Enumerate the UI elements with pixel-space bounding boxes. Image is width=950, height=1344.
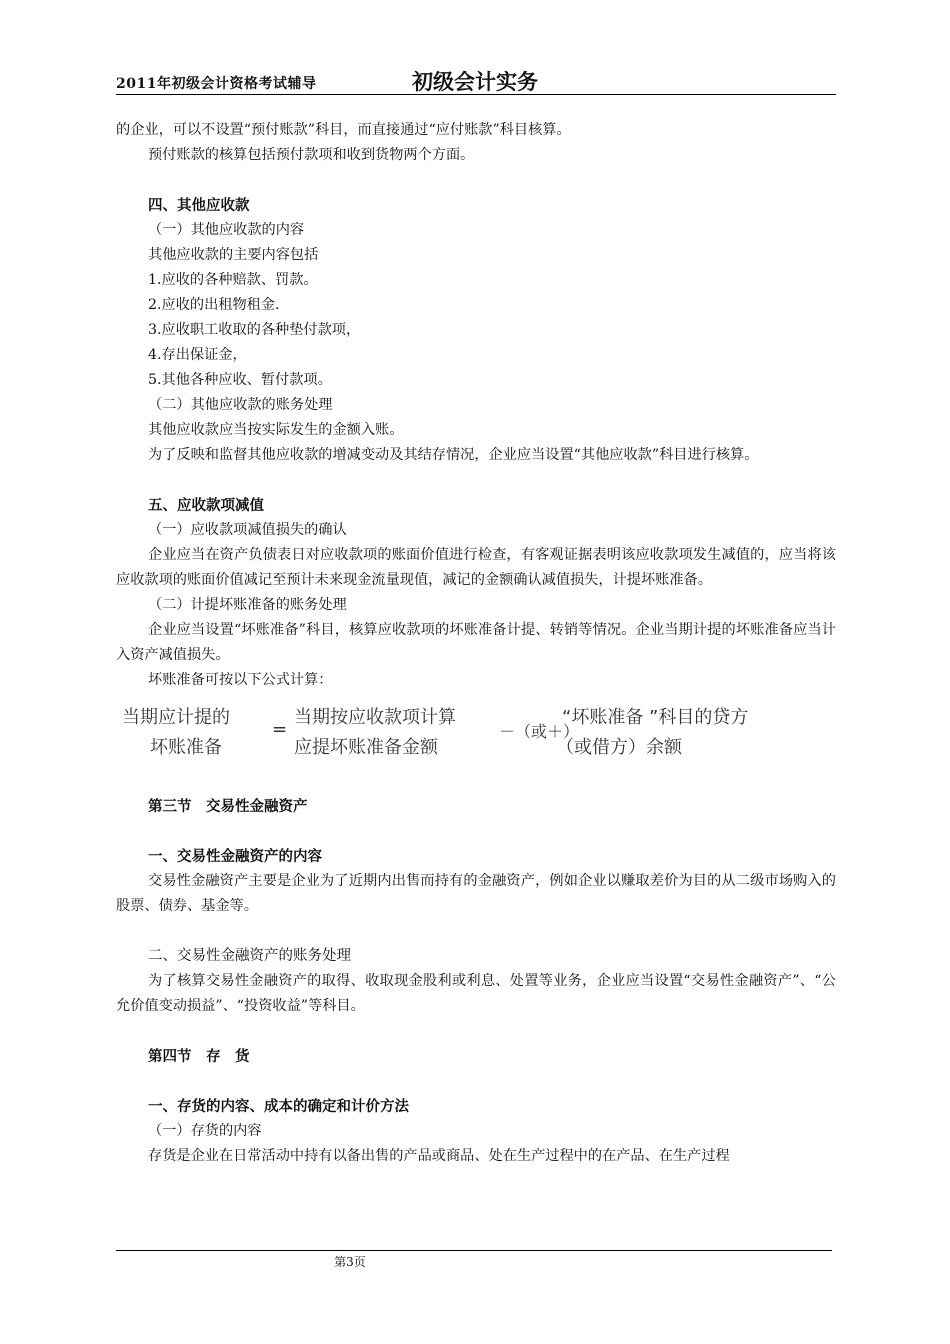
subheading: （一）存货的内容 <box>148 1123 262 1139</box>
page-number: 第3页 <box>334 1255 366 1269</box>
formula-rhs-line2: （或借方）余额 <box>556 737 682 758</box>
page-header <box>116 66 836 95</box>
header-course-title: 2011年初级会计资格考试辅导 <box>116 76 317 92</box>
paragraph: 为了反映和监督其他应收款的增减变动及其结存情况，企业应当设置“其他应收款”科目进行核算。 <box>148 447 759 463</box>
header-subject-title: 初级会计实务 <box>412 69 538 94</box>
section-heading: 五、应收款项减值 <box>148 497 264 514</box>
paragraph: 其他应收款应当按实际发生的金额入账。 <box>148 422 404 438</box>
formula-rhs-line1: “坏账准备 ”科目的贷方 <box>562 707 749 728</box>
subheading: （一）其他应收款的内容 <box>148 222 305 238</box>
bad-debt-formula <box>116 697 836 763</box>
page-content <box>116 118 836 1169</box>
chapter-heading: 第三节 交易性金融资产 <box>148 798 308 815</box>
paragraph: 存货是企业在日常活动中持有以备出售的产品或商品、处在生产过程中的在产品、在生产过程 <box>148 1148 730 1164</box>
section-heading: 一、交易性金融资产的内容 <box>148 848 322 865</box>
formula-middle-line1: 当期按应收款项计算 <box>294 707 456 728</box>
subheading: （二）计提坏账准备的账务处理 <box>148 597 347 613</box>
list-item: 2.应收的出租物租金. <box>148 297 280 313</box>
formula-equals: = <box>272 719 288 740</box>
list-item: 1.应收的各种赔款、罚款。 <box>148 272 318 288</box>
paragraph: 为了核算交易性金融资产的取得、收取现金股利或利息、处置等业务，企业应当设置“交易性金融资产”、“公允价值变动损益”、“投资收益”等科目。 <box>116 973 836 1014</box>
formula-lhs-line1: 当期应计提的 <box>122 707 230 728</box>
paragraph: 其他应收款的主要内容包括 <box>148 247 319 263</box>
formula-middle-line2: 应提坏账准备金额 <box>294 737 438 758</box>
section-heading: 四、其他应收款 <box>148 197 250 214</box>
footer-divider <box>116 1250 832 1251</box>
paragraph: 企业应当设置“坏账准备”科目，核算应收款项的坏账准备计提、转销等情况。企业当期计提的坏账准备应当计入资产减值损失。 <box>116 622 836 663</box>
section-heading: 一、存货的内容、成本的确定和计价方法 <box>148 1098 409 1115</box>
paragraph: 交易性金融资产主要是企业为了近期内出售而持有的金融资产，例如企业以赚取差价为目的从二级市场购入的股票、债券、基金等。 <box>116 873 836 914</box>
formula-operator: －（或＋） <box>499 722 580 741</box>
section-heading: 二、交易性金融资产的账务处理 <box>148 948 351 964</box>
paragraph: 坏账准备可按以下公式计算： <box>148 672 333 688</box>
chapter-heading: 第四节 存 货 <box>148 1048 250 1065</box>
paragraph: 的企业，可以不设置“预付账款”科目，而直接通过“应付账款”科目核算。 <box>116 122 571 138</box>
list-item: 4.存出保证金， <box>148 347 247 363</box>
list-item: 5.其他各种应收、暂付款项。 <box>148 372 332 388</box>
list-item: 3.应收职工收取的各种垫付款项， <box>148 322 361 338</box>
subheading: （一）应收款项减值损失的确认 <box>148 522 347 538</box>
paragraph: 企业应当在资产负债表日对应收款项的账面价值进行检查，有客观证据表明该应收款项发生减值的，应当将该应收款项的账面价值减记至预计未来现金流量现值，减记的金额确认减值损失，计提坏账准备。 <box>116 547 836 588</box>
paragraph: 预付账款的核算包括预付款项和收到货物两个方面。 <box>148 147 475 163</box>
subheading: （二）其他应收款的账务处理 <box>148 397 333 413</box>
formula-lhs-line2: 坏账准备 <box>150 737 222 758</box>
